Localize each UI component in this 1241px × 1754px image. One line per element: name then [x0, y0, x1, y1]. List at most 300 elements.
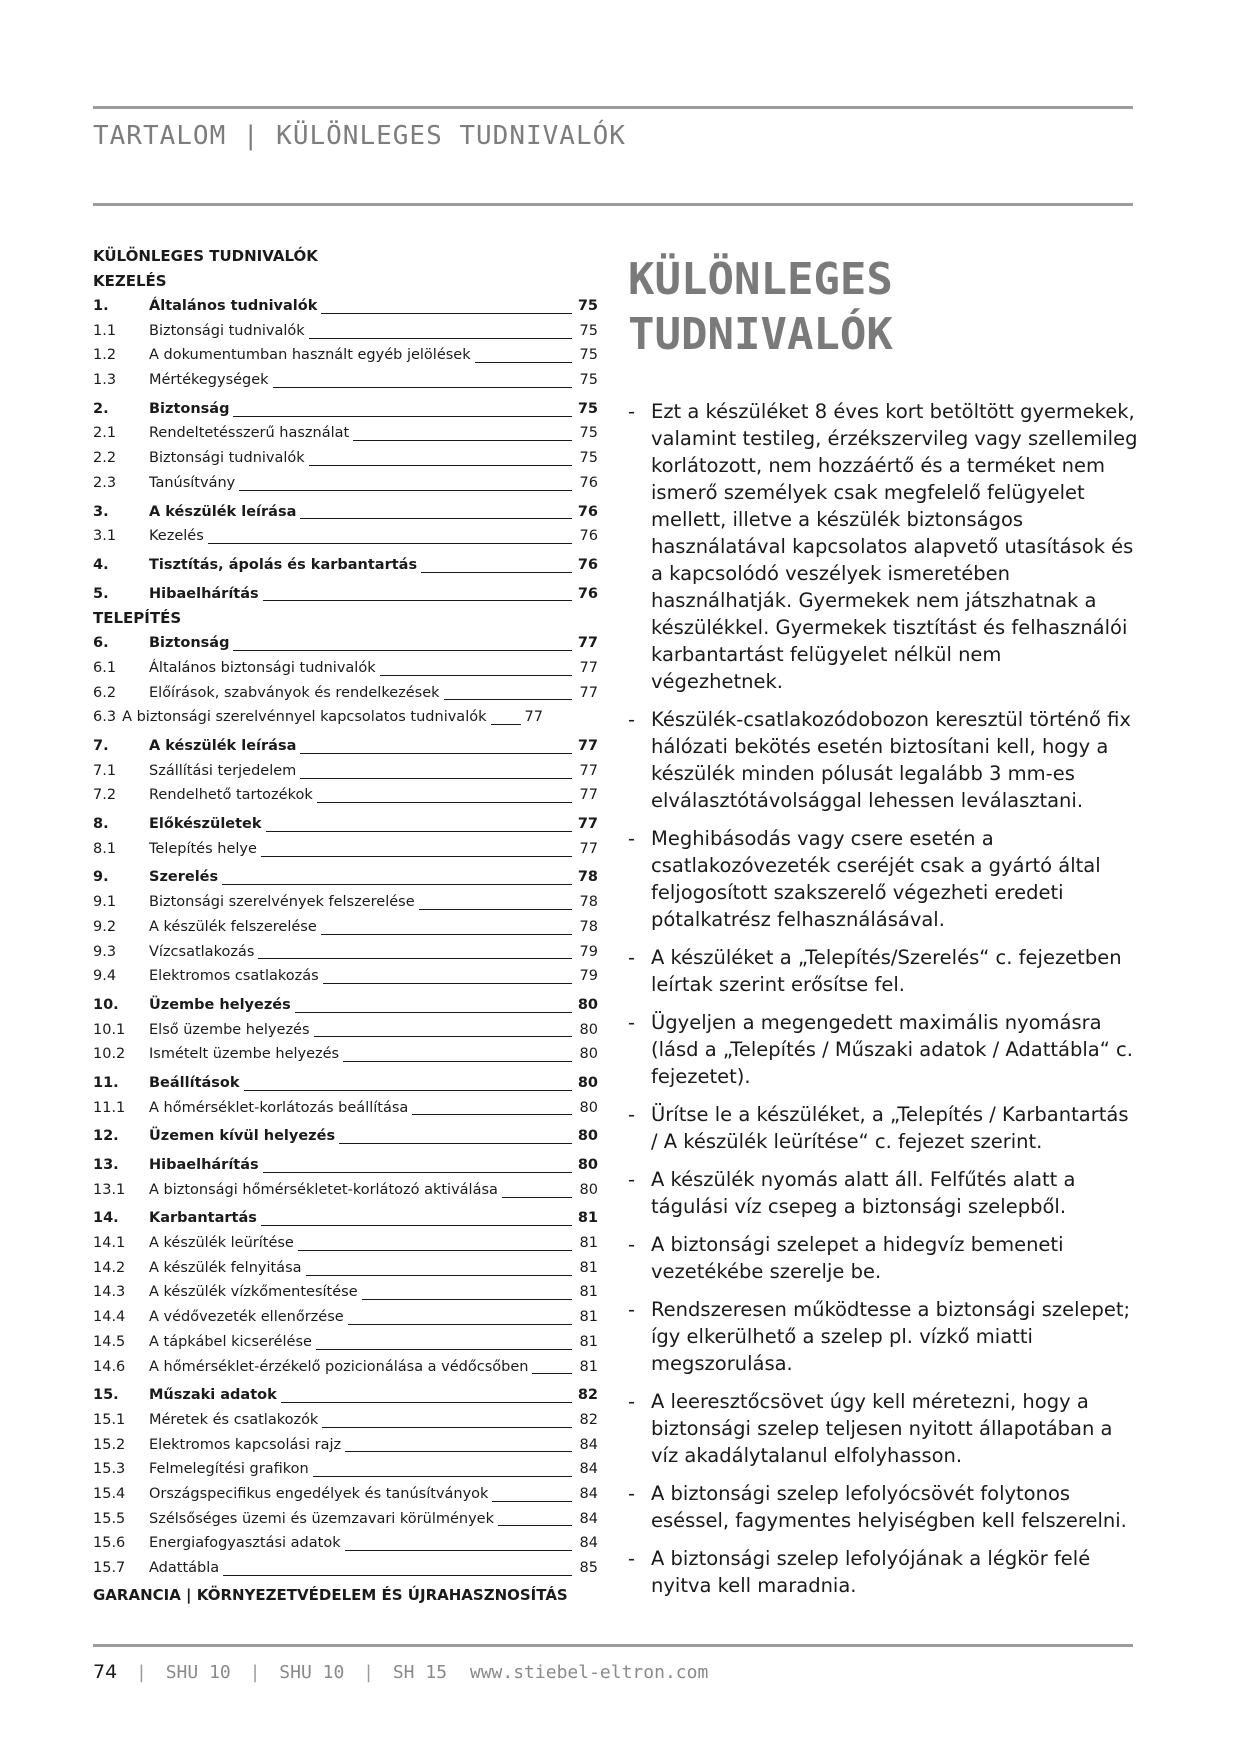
toc-number: 2.2 — [93, 450, 117, 467]
toc-number: 8.1 — [93, 840, 117, 857]
toc-page-number: 77 — [577, 816, 598, 833]
footer-model: SHU 10 — [165, 1662, 231, 1683]
toc-page-number: 80 — [577, 996, 598, 1013]
toc-number: 9.4 — [93, 968, 117, 985]
toc-page-number: 84 — [579, 1535, 598, 1552]
toc-title: Méretek és csatlakozók — [149, 1411, 319, 1428]
toc-page-number: 79 — [579, 943, 598, 960]
toc-title: Szerelés — [149, 869, 219, 886]
toc-subsection-row[interactable] — [93, 705, 598, 730]
safety-note-item — [628, 1545, 1138, 1599]
toc-page-number: 81 — [579, 1358, 598, 1375]
toc-page-number: 80 — [579, 1099, 598, 1116]
toc-chapter-row[interactable] — [93, 1124, 598, 1149]
toc-chapter-row[interactable] — [93, 993, 598, 1018]
toc-title: Üzemen kívül helyezés — [149, 1128, 336, 1145]
toc-subsection-row[interactable] — [93, 656, 598, 681]
toc-page-number: 77 — [579, 787, 598, 804]
toc-leader-line — [321, 934, 572, 935]
toc-page-number: 80 — [579, 1046, 598, 1063]
toc-chapter-row[interactable] — [93, 812, 598, 837]
safety-note-text: Ürítse le a készüléket, a „Telepítés / Karbantartás / A készülék leürítése“ c. fejezet szerint. — [651, 1103, 1129, 1153]
section-heading — [628, 252, 893, 362]
toc-leader-line — [281, 1402, 572, 1403]
toc-number: 14.3 — [93, 1284, 126, 1301]
toc-page-number: 80 — [577, 1157, 598, 1173]
toc-chapter-row[interactable] — [93, 1383, 598, 1408]
toc-page-number: 81 — [579, 1235, 598, 1252]
toc-number: 6.3 — [93, 709, 117, 726]
toc-subsection-row[interactable] — [93, 1178, 598, 1203]
toc-page-number: 76 — [579, 474, 598, 491]
toc-leader-line — [323, 983, 572, 984]
toc-leader-line — [362, 1299, 572, 1300]
footer-rule — [93, 1644, 1133, 1647]
toc-leader-line — [266, 831, 572, 832]
safety-note-item — [628, 1101, 1138, 1155]
toc-subsection-row[interactable] — [93, 1231, 598, 1256]
dash-bullet: - — [628, 1482, 636, 1505]
toc-subsection-row[interactable] — [93, 940, 598, 965]
toc-subsection-row[interactable] — [93, 1280, 598, 1305]
toc-subsection-row[interactable] — [93, 1330, 598, 1355]
safety-note-text: Meghibásodás vagy csere esetén a csatlakozóvezeték cseréjét csak a gyártó által feljogosított szakszerelő végezheti eredeti pótalkatrész felhasználásával. — [651, 827, 1101, 931]
toc-title: Biztonsági szerelvények felszerelése — [149, 894, 415, 911]
toc-leader-line — [322, 1427, 572, 1428]
safety-note-item — [628, 1388, 1138, 1469]
toc-number: 15. — [93, 1387, 119, 1404]
toc-leader-line — [258, 958, 572, 959]
toc-title: Üzembe helyezés — [149, 996, 291, 1013]
toc-number: 1. — [93, 298, 109, 314]
toc-number: 15.4 — [93, 1485, 126, 1502]
toc-page-number: 75 — [579, 450, 598, 467]
toc-subsection-row[interactable] — [93, 1433, 598, 1458]
toc-title: Adattábla — [149, 1560, 220, 1576]
toc-title: A tápkábel kicserélése — [149, 1333, 312, 1350]
toc-leader-line — [244, 1090, 572, 1091]
toc-page-number: 84 — [579, 1485, 598, 1502]
safety-note-text: Rendszeresen működtesse a biztonsági szelepet; így elkerülhető a szelep pl. vízkő miatti megszorulása. — [651, 1298, 1131, 1375]
toc-page-number: 84 — [579, 1510, 598, 1527]
toc-leader-line — [298, 1250, 572, 1251]
toc-title: Hibaelhárítás — [149, 585, 259, 602]
dash-bullet: - — [628, 827, 636, 850]
toc-page-number: 77 — [579, 762, 598, 779]
toc-subsection-row[interactable] — [93, 421, 598, 446]
toc-page-number: 80 — [579, 1021, 598, 1038]
safety-note-item — [628, 706, 1138, 814]
toc-leader-line — [419, 909, 572, 910]
toc-title: Telepítés helye — [149, 840, 257, 857]
toc-subsection-row[interactable] — [93, 343, 598, 368]
toc-leader-line — [348, 1324, 572, 1325]
toc-subsection-row[interactable] — [93, 783, 598, 808]
toc-leader-line — [223, 1575, 572, 1576]
safety-note-item — [628, 1009, 1138, 1090]
toc-subsection-row[interactable] — [93, 319, 598, 344]
toc-page-number: 84 — [579, 1461, 598, 1478]
toc-number: 15.6 — [93, 1535, 126, 1552]
toc-title: Elektromos kapcsolási rajz — [149, 1436, 342, 1453]
toc-subsection-row[interactable] — [93, 446, 598, 471]
toc-number: 14.4 — [93, 1309, 126, 1326]
toc-title: Országspecifikus engedélyek és tanúsítványok — [149, 1485, 489, 1502]
toc-chapter-row[interactable] — [93, 294, 598, 319]
toc-page-number: 78 — [579, 894, 598, 911]
toc-leader-line — [273, 387, 572, 388]
toc-subsection-row[interactable] — [93, 964, 598, 989]
toc-leader-line — [261, 1225, 572, 1226]
toc-page-number: 77 — [577, 738, 598, 754]
toc-page-number: 75 — [577, 400, 598, 417]
toc-number: 7.1 — [93, 762, 117, 779]
toc-title: Hibaelhárítás — [149, 1157, 259, 1173]
toc-page-number: 81 — [579, 1309, 598, 1326]
toc-section-heading: KEZELÉS — [93, 272, 167, 290]
toc-number: 11. — [93, 1074, 119, 1091]
toc-subsection-row[interactable] — [93, 1042, 598, 1067]
toc-title: A védővezeték ellenőrzése — [149, 1309, 344, 1326]
toc-subsection-row[interactable] — [93, 1482, 598, 1507]
toc-leader-line — [300, 778, 572, 779]
toc-title: Vízcsatlakozás — [149, 943, 255, 960]
toc-chapter-row[interactable] — [93, 500, 598, 525]
toc-page-number: 75 — [577, 298, 598, 314]
toc-bottom-heading: GARANCIA | KÖRNYEZETVÉDELEM ÉS ÚJRAHASZNOSÍTÁS — [93, 1585, 568, 1604]
toc-number: 14.2 — [93, 1259, 126, 1276]
toc-title: Biztonsági tudnivalók — [149, 322, 305, 339]
toc-title: A dokumentumban használt egyéb jelölések — [149, 347, 471, 364]
toc-page-number: 77 — [579, 840, 598, 857]
toc-leader-line — [300, 518, 572, 519]
dash-bullet: - — [628, 1233, 636, 1256]
footer-model: SH 15 — [392, 1662, 448, 1683]
header-top-rule — [93, 106, 1133, 109]
dash-bullet: - — [628, 946, 636, 969]
dash-bullet: - — [628, 1298, 636, 1321]
toc-chapter-row[interactable] — [93, 865, 598, 890]
toc-number: 10. — [93, 996, 119, 1013]
toc-page-number: 75 — [579, 372, 598, 389]
toc-leader-line — [233, 416, 572, 417]
toc-page-number: 84 — [579, 1436, 598, 1453]
dash-bullet: - — [628, 1011, 636, 1034]
toc-title: A biztonsági szerelvénnyel kapcsolatos tudnivalók — [122, 709, 487, 726]
footer-separator: | — [363, 1662, 374, 1683]
safety-note-item — [628, 1480, 1138, 1534]
toc-subsection-row[interactable] — [93, 1457, 598, 1482]
toc-page-number: 81 — [577, 1210, 598, 1227]
toc-page-number: 80 — [577, 1128, 598, 1145]
toc-leader-line — [314, 1036, 572, 1037]
toc-number: 15.2 — [93, 1436, 126, 1453]
toc-page-number: 80 — [577, 1074, 598, 1091]
section-heading-line-2: TUDNIVALÓK — [628, 309, 893, 360]
toc-subsection-row[interactable] — [93, 1531, 598, 1556]
toc-subsection-row[interactable] — [93, 1096, 598, 1121]
toc-leader-line — [345, 1550, 572, 1551]
section-heading-line-1: KÜLÖNLEGES — [628, 254, 893, 305]
toc-subsection-row[interactable] — [93, 1408, 598, 1433]
toc-leader-line — [421, 572, 572, 573]
toc-number: 1.1 — [93, 322, 117, 339]
toc-title: Felmelegítési grafikon — [149, 1461, 309, 1478]
toc-leader-line — [309, 465, 572, 466]
toc-leader-line — [339, 1143, 572, 1144]
toc-number: 9.2 — [93, 918, 117, 935]
page-header-title: TARTALOM | KÜLÖNLEGES TUDNIVALÓK — [93, 121, 626, 151]
toc-leader-line — [353, 440, 572, 441]
toc-leader-line — [309, 338, 572, 339]
toc-leader-line — [412, 1114, 572, 1115]
toc-leader-line — [380, 675, 572, 676]
toc-leader-line — [233, 650, 572, 651]
toc-title: Tisztítás, ápolás és karbantartás — [149, 556, 418, 573]
dash-bullet: - — [628, 1390, 636, 1413]
toc-title: Előírások, szabványok és rendelkezések — [149, 684, 440, 701]
safety-note-item — [628, 398, 1138, 695]
toc-leader-line — [444, 699, 572, 700]
safety-note-text: A leeresztőcsövet úgy kell méretezni, hogy a biztonsági szelep teljesen nyitott állapotában a víz akadálytalanul elfolyhasson. — [651, 1390, 1113, 1467]
toc-subsection-row[interactable] — [93, 1305, 598, 1330]
toc-chapter-row[interactable] — [93, 553, 598, 578]
toc-page-number: 79 — [579, 968, 598, 985]
toc-number: 15.5 — [93, 1510, 126, 1527]
toc-number: 7. — [93, 738, 109, 754]
toc-number: 13.1 — [93, 1181, 126, 1198]
toc-title: Kezelés — [149, 528, 204, 545]
toc-page-number: 77 — [579, 659, 598, 676]
toc-leader-line — [317, 802, 572, 803]
toc-subsection-row[interactable] — [93, 890, 598, 915]
toc-title: A készülék felszerelése — [149, 918, 317, 935]
toc-page-number: 78 — [579, 918, 598, 935]
safety-notes-list — [628, 398, 1138, 1610]
toc-page-number: 76 — [577, 503, 598, 520]
toc-title: Elektromos csatlakozás — [149, 968, 319, 985]
page-number: 74 — [93, 1661, 118, 1683]
toc-number: 5. — [93, 585, 109, 602]
toc-leader-line — [313, 1476, 572, 1477]
toc-title: Karbantartás — [149, 1210, 257, 1227]
toc-leader-line — [300, 753, 572, 754]
toc-subsection-row[interactable] — [93, 368, 598, 393]
toc-number: 10.1 — [93, 1021, 126, 1038]
toc-number: 9.1 — [93, 894, 117, 911]
toc-title: Rendeltetésszerű használat — [149, 425, 350, 442]
toc-number: 6. — [93, 635, 109, 652]
toc-leader-line — [316, 1349, 572, 1350]
toc-leader-line — [502, 1197, 572, 1198]
toc-number: 1.2 — [93, 347, 117, 364]
toc-subsection-row[interactable] — [93, 471, 598, 496]
safety-note-text: A biztonsági szelep lefolyócsövét folytonos eséssel, fagymentes helyiségben kell felszerelni. — [651, 1482, 1127, 1532]
toc-subsection-row[interactable] — [93, 1256, 598, 1281]
toc-page-number: 81 — [579, 1259, 598, 1276]
dash-bullet: - — [628, 1103, 636, 1126]
dash-bullet: - — [628, 708, 636, 731]
toc-page-number: 76 — [577, 585, 598, 602]
toc-title: A készülék leírása — [149, 503, 297, 520]
dash-bullet: - — [628, 400, 636, 423]
toc-leader-line — [343, 1061, 572, 1062]
toc-page-number: 82 — [577, 1387, 598, 1404]
toc-page-number: 75 — [579, 322, 598, 339]
safety-note-item — [628, 1166, 1138, 1220]
dash-bullet: - — [628, 1168, 636, 1191]
toc-leader-line — [498, 1525, 572, 1526]
toc-page-number: 78 — [577, 869, 598, 886]
toc-title: A hőmérséklet-érzékelő pozicionálása a védőcsőben — [149, 1358, 529, 1375]
toc-leader-line — [263, 1172, 572, 1173]
toc-title: Mértékegységek — [149, 372, 269, 389]
toc-subsection-row[interactable] — [93, 1355, 598, 1380]
toc-section-heading: TELEPÍTÉS — [93, 609, 182, 628]
toc-title: A biztonsági hőmérsékletet-korlátozó aktiválása — [149, 1181, 498, 1198]
safety-note-text: A biztonsági szelep lefolyójának a légkör felé nyitva kell maradnia. — [651, 1547, 1091, 1597]
footer-model: SHU 10 — [279, 1662, 345, 1683]
footer-website: www.stiebel-eltron.com — [469, 1662, 709, 1683]
toc-title: Előkészületek — [149, 816, 262, 833]
toc-title: Biztonság — [149, 400, 230, 417]
toc-title: Rendelhető tartozékok — [149, 787, 313, 804]
toc-page-number: 77 — [524, 709, 543, 726]
toc-title: A hőmérséklet-korlátozás beállítása — [149, 1099, 409, 1116]
toc-page-number: 81 — [579, 1284, 598, 1301]
toc-title: A készülék leírása — [149, 738, 297, 754]
toc-leader-line — [492, 1501, 572, 1502]
toc-chapter-row[interactable] — [93, 734, 598, 759]
safety-note-item — [628, 1231, 1138, 1285]
safety-note-item — [628, 825, 1138, 933]
toc-subsection-row[interactable] — [93, 759, 598, 784]
toc-chapter-row[interactable] — [93, 1153, 598, 1178]
toc-number: 10.2 — [93, 1046, 126, 1063]
toc-number: 15.7 — [93, 1560, 126, 1576]
toc-leader-line — [239, 490, 572, 491]
toc-page-number: 77 — [579, 684, 598, 701]
toc-number: 2.3 — [93, 474, 117, 491]
page-footer — [93, 1661, 708, 1683]
toc-number: 6.2 — [93, 684, 117, 701]
toc-number: 2.1 — [93, 425, 117, 442]
toc-leader-line — [295, 1012, 572, 1013]
footer-separator: | — [136, 1662, 147, 1683]
toc-number: 14.6 — [93, 1358, 126, 1375]
toc-page-number: 76 — [579, 528, 598, 545]
toc-leader-line — [321, 313, 572, 314]
toc-title: Biztonság — [149, 635, 230, 652]
toc-chapter-row[interactable] — [93, 631, 598, 656]
toc-number: 3. — [93, 503, 109, 520]
toc-title: Energiafogyasztási adatok — [149, 1535, 341, 1552]
toc-heading: KÜLÖNLEGES TUDNIVALÓK — [93, 247, 318, 265]
toc-leader-line — [222, 884, 572, 885]
toc-title: A készülék leürítése — [149, 1235, 294, 1252]
toc-number: 14. — [93, 1210, 119, 1227]
toc-page-number: 76 — [577, 556, 598, 573]
toc-number: 13. — [93, 1157, 119, 1173]
toc-number: 11.1 — [93, 1099, 126, 1116]
toc-title: Beállítások — [149, 1074, 240, 1091]
toc-title: A készülék felnyitása — [149, 1259, 302, 1276]
toc-subsection-row[interactable] — [93, 681, 598, 706]
toc-page-number: 85 — [579, 1560, 598, 1576]
toc-chapter-row[interactable] — [93, 397, 598, 422]
toc-chapter-row[interactable] — [93, 1071, 598, 1096]
toc-number: 9.3 — [93, 943, 117, 960]
toc-number: 14.5 — [93, 1333, 126, 1350]
header-bottom-rule — [93, 203, 1133, 206]
toc-page-number: 75 — [579, 347, 598, 364]
toc-leader-line — [491, 724, 521, 725]
toc-number: 1.3 — [93, 372, 117, 389]
safety-note-text: Ezt a készüléket 8 éves kort betöltött gyermekek, valamint testileg, érzékszervileg vagy szellemileg korlátozott, nem hozzáértő és a terméket nem ismerő személyek csak megfelelő felügyelet mellett, illetve a készülék biztonságos használatával kapcsolatos alapvető utasítások és a kapcsolódó veszélyek ismeretében használhatják. Gyermekek nem játszhatnak a készülékkel. Gyermekek tisztítást és felhasználói karbantartást felügyelet nélkül nem végezhetnek. — [651, 400, 1138, 693]
toc-number: 15.1 — [93, 1411, 126, 1428]
toc-title: Általános tudnivalók — [149, 298, 318, 314]
toc-title: A készülék vízkőmentesítése — [149, 1284, 358, 1301]
toc-title: Általános biztonsági tudnivalók — [149, 659, 376, 676]
safety-note-item — [628, 944, 1138, 998]
toc-chapter-row[interactable] — [93, 1206, 598, 1231]
toc-title: Műszaki adatok — [149, 1387, 277, 1404]
safety-note-text: A készülék nyomás alatt áll. Felfűtés alatt a tágulási víz csepeg a biztonsági szelepből. — [651, 1168, 1076, 1218]
toc-page-number: 80 — [579, 1181, 598, 1198]
toc-page-number: 82 — [579, 1411, 598, 1428]
toc-leader-line — [475, 362, 572, 363]
safety-note-text: Készülék-csatlakozódobozon keresztül történő fix hálózati bekötés esetén biztosítani kell, hogy a készülék minden pólusát legalább 3 mm-es elválasztótávolsággal lehessen leválasztani. — [651, 708, 1131, 812]
toc-leader-line — [345, 1451, 572, 1452]
toc-chapter-row[interactable] — [93, 582, 598, 607]
toc-number: 2. — [93, 400, 109, 417]
toc-subsection-row[interactable] — [93, 1507, 598, 1532]
safety-note-text: A biztonsági szelepet a hidegvíz bemeneti vezetékébe szerelje be. — [651, 1233, 1064, 1283]
toc-page-number: 77 — [577, 635, 598, 652]
toc-leader-line — [306, 1275, 572, 1276]
safety-note-text: A készüléket a „Telepítés/Szerelés“ c. fejezetben leírtak szerint erősítse fel. — [651, 946, 1122, 996]
toc-number: 6.1 — [93, 659, 117, 676]
toc-subsection-row[interactable] — [93, 1556, 598, 1581]
toc-number: 15.3 — [93, 1461, 126, 1478]
toc-number: 12. — [93, 1128, 119, 1145]
toc-subsection-row[interactable] — [93, 1018, 598, 1043]
toc-number: 4. — [93, 556, 109, 573]
toc-subsection-row[interactable] — [93, 524, 598, 549]
toc-subsection-row[interactable] — [93, 837, 598, 862]
toc-number: 7.2 — [93, 787, 117, 804]
toc-title: Szélsőséges üzemi és üzemzavari körülmények — [149, 1510, 494, 1527]
toc-page-number: 75 — [579, 425, 598, 442]
toc-page-number: 81 — [579, 1333, 598, 1350]
footer-separator: | — [249, 1662, 261, 1683]
toc-leader-line — [532, 1373, 572, 1374]
toc-title: Biztonsági tudnivalók — [149, 450, 305, 467]
toc-leader-line — [263, 600, 572, 601]
toc-title: Szállítási terjedelem — [149, 762, 297, 779]
safety-note-text: Ügyeljen a megengedett maximális nyomásra (lásd a „Telepítés / Műszaki adatok / Adattábla“ c. fejezetet). — [651, 1011, 1133, 1088]
toc-number: 3.1 — [93, 528, 117, 545]
toc-title: Ismételt üzembe helyezés — [149, 1046, 340, 1063]
toc-leader-line — [261, 856, 572, 857]
toc-title: Tanúsítvány — [149, 474, 236, 491]
toc-title: Első üzembe helyezés — [149, 1021, 310, 1038]
safety-note-item — [628, 1296, 1138, 1377]
toc-leader-line — [208, 543, 572, 544]
toc-number: 9. — [93, 869, 109, 886]
toc-subsection-row[interactable] — [93, 915, 598, 940]
toc-number: 8. — [93, 816, 109, 833]
